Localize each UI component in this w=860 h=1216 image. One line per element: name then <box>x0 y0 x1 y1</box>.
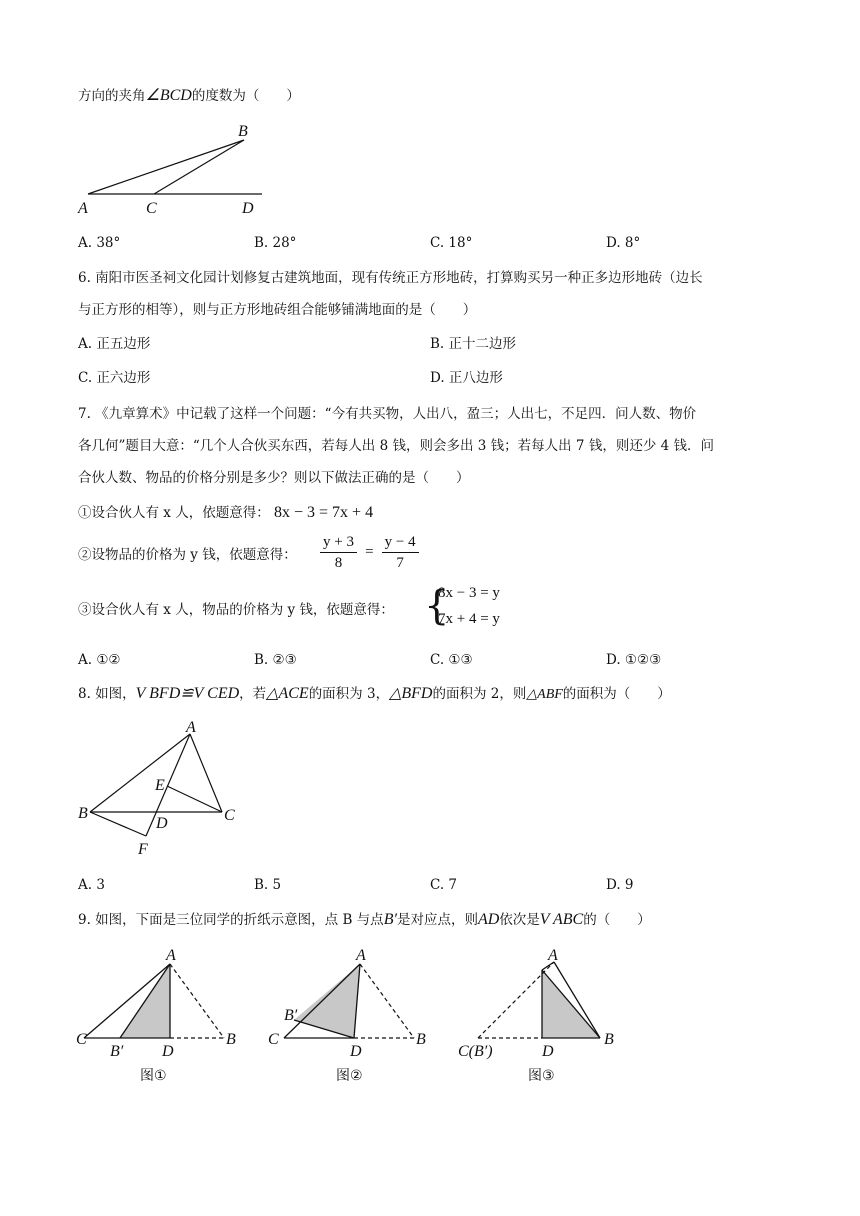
q7-system-brace: { <box>424 583 450 629</box>
q7-fraction-right: $\frac{y - 4}{7}$ <box>382 532 419 573</box>
q5-stem <box>78 86 300 106</box>
q8-tri-abf: △ABF <box>526 687 563 702</box>
q8-tri-ace: △ACE <box>266 685 309 702</box>
q9-f1-label-b: B <box>226 1031 236 1048</box>
q7-option-a[interactable]: A. ①② <box>78 652 121 668</box>
q9-figure-3 <box>456 944 636 1084</box>
q9-f2-label-c: C <box>268 1031 279 1048</box>
q7-line-2: 各几何”题目大意：“几个人合伙买东西，若每人出 8 钱，则会多出 3 钱；若每人出 7 钱，则还少 4 钱．问 <box>78 438 714 454</box>
q6-option-a[interactable]: A. 正五边形 <box>78 336 151 352</box>
q5-label-b: B <box>238 123 248 140</box>
q9-f3-label-d: D <box>542 1043 554 1060</box>
q9-f1-label-d: D <box>162 1043 174 1060</box>
q6-option-c[interactable]: C. 正六边形 <box>78 370 151 386</box>
q9-f2-label-bprime: B′ <box>284 1007 298 1024</box>
q7-item-1 <box>78 503 373 523</box>
q8-stem-end: 的面积为（ ） <box>562 686 671 702</box>
q7-item-2-text: ②设物品的价格为 y 钱，依题意得： <box>78 547 297 563</box>
q9-figure-1 <box>70 944 250 1084</box>
q5-option-d[interactable]: D. 8° <box>606 235 641 251</box>
q9-stem-mid2: 依次是 <box>499 912 540 928</box>
q9-f3-label-b: B <box>604 1031 614 1048</box>
q7-item-2 <box>78 545 297 565</box>
q6-option-d[interactable]: D. 正八边形 <box>430 370 503 386</box>
q5-label-a: A <box>78 200 88 217</box>
q8-congruence: V BFD≌V CED <box>135 685 240 702</box>
q5-label-d: D <box>242 200 254 217</box>
q5-option-b[interactable]: B. 28° <box>254 235 297 251</box>
q8-option-c[interactable]: C. 7 <box>430 877 458 893</box>
q9-ad: AD <box>477 911 500 928</box>
q9-caption-3: 图③ <box>528 1068 555 1084</box>
q9-f3-label-cbprime: C(B′) <box>458 1043 493 1060</box>
q8-stem <box>78 684 671 705</box>
q9-f1-label-bprime: B′ <box>110 1043 124 1060</box>
q8-tri-bfd: △BFD <box>389 685 433 702</box>
q8-label-d: D <box>156 815 168 832</box>
q8-option-a[interactable]: A. 3 <box>78 877 105 893</box>
q8-label-b: B <box>78 805 88 822</box>
q9-stem-pre: 9. 如图，下面是三位同学的折纸示意图，点 B 与点 <box>78 912 384 928</box>
q5-option-c[interactable]: C. 18° <box>430 235 473 251</box>
q5-figure <box>70 118 290 218</box>
q9-stem-mid: 是对应点，则 <box>396 912 478 928</box>
q8-label-a: A <box>186 719 196 736</box>
q8-figure <box>70 716 260 861</box>
q8-option-d[interactable]: D. 9 <box>606 877 634 893</box>
q9-figure-2 <box>264 944 444 1084</box>
q7-item-1-equation: 8x − 3 = 7x + 4 <box>274 504 374 521</box>
q7-equals: = <box>365 544 374 560</box>
q9-bprime: B′ <box>383 911 397 928</box>
q8-stem-mid3: 的面积为 2，则 <box>432 686 527 702</box>
q9-triangle: V ABC <box>539 911 584 928</box>
q5-stem-post: 的度数为（ ） <box>191 88 300 104</box>
q9-caption-1: 图① <box>140 1068 167 1084</box>
q7-item-2-equation <box>320 532 419 573</box>
q7-system-eq-1: 8x − 3 = y <box>438 585 500 601</box>
q9-f2-label-a: A <box>356 947 366 964</box>
q5-label-c: C <box>146 200 157 217</box>
q9-f2-label-d: D <box>350 1043 362 1060</box>
q5-option-a[interactable]: A. 38° <box>78 235 121 251</box>
q9-f3-label-a: A <box>548 947 558 964</box>
q8-label-c: C <box>224 807 235 824</box>
q9-f1-label-a: A <box>166 947 176 964</box>
q8-label-f: F <box>138 841 148 858</box>
q7-fraction-left: $\frac{y + 3}{8}$ <box>320 532 357 573</box>
q7-option-c[interactable]: C. ①③ <box>430 652 473 668</box>
q8-stem-mid2: 的面积为 3， <box>308 686 390 702</box>
q8-stem-pre: 8. 如图， <box>78 686 136 702</box>
q6-line-2: 与正方形的相等），则与正方形地砖组合能够铺满地面的是（ ） <box>78 302 477 318</box>
q5-stem-pre: 方向的夹角 <box>78 88 146 104</box>
q7-option-b[interactable]: B. ②③ <box>254 652 297 668</box>
q7-line-3: 合伙人数、物品的价格分别是多少？则以下做法正确的是（ ） <box>78 470 470 486</box>
q7-item-1-text: ①设合伙人有 x 人，依题意得： <box>78 505 270 521</box>
q9-caption-2: 图② <box>336 1068 363 1084</box>
q9-f2-label-b: B <box>416 1031 426 1048</box>
q8-stem-mid1: ，若 <box>239 686 267 702</box>
q7-system-eq-2: 7x + 4 = y <box>438 611 500 627</box>
q7-item-3 <box>78 600 394 620</box>
q7-option-d[interactable]: D. ①②③ <box>606 652 662 668</box>
q9-stem-end: 的（ ） <box>583 912 651 928</box>
q7-item-3-text: ③设合伙人有 x 人，物品的价格为 y 钱，依题意得： <box>78 602 394 618</box>
q6-option-b[interactable]: B. 正十二边形 <box>430 336 517 352</box>
q9-f1-label-c: C <box>76 1031 87 1048</box>
q8-label-e: E <box>155 777 165 794</box>
q6-line-1: 6. 南阳市医圣祠文化园计划修复古建筑地面，现有传统正方形地砖，打算购买另一种正多边形地砖（边长 <box>78 270 703 286</box>
q8-option-b[interactable]: B. 5 <box>254 877 282 893</box>
q7-line-1: 7. 《九章算术》中记载了这样一个问题：“今有共买物，人出八，盈三；人出七，不足四．问人数、物价 <box>78 406 697 422</box>
q9-stem <box>78 910 651 930</box>
q5-angle: ∠BCD <box>145 87 192 104</box>
